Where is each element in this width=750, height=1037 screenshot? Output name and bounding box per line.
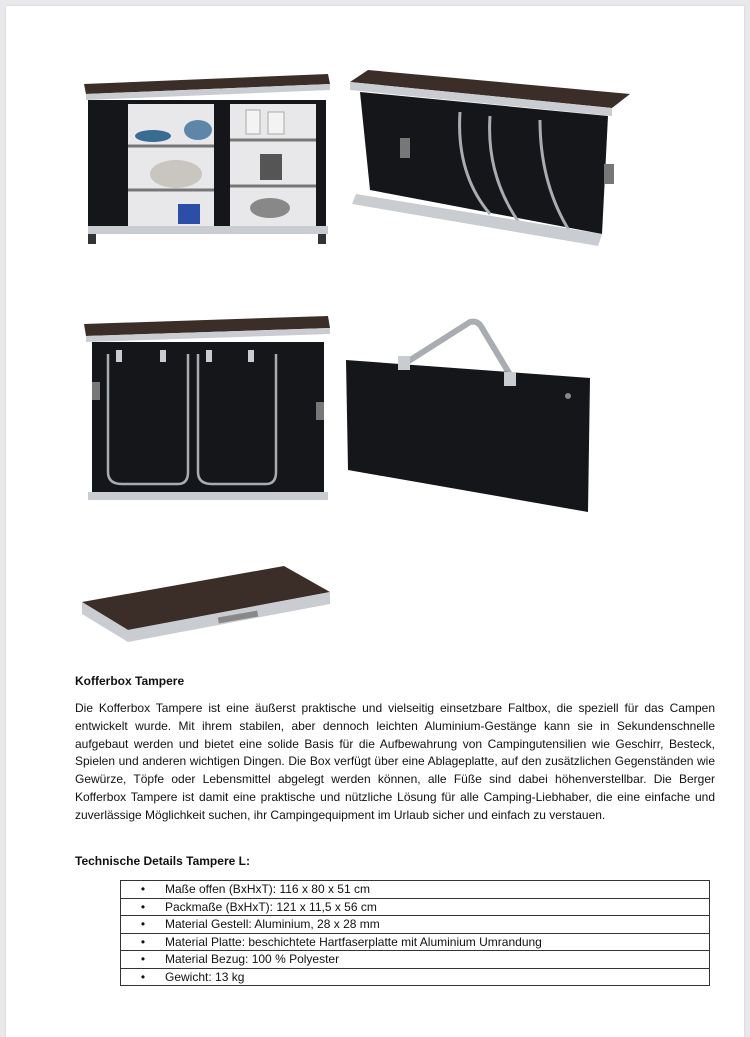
bullet: • bbox=[121, 898, 166, 916]
spec-text: Material Platte: beschichtete Hartfaserplatte mit Aluminium Umrandung bbox=[165, 933, 710, 951]
spec-text: Material Gestell: Aluminium, 28 x 28 mm bbox=[165, 916, 710, 934]
document-page bbox=[6, 6, 744, 1037]
spec-row bbox=[121, 916, 710, 934]
bullet: • bbox=[121, 933, 166, 951]
spec-row bbox=[121, 898, 710, 916]
spec-row bbox=[121, 951, 710, 969]
spec-text: Maße offen (BxHxT): 116 x 80 x 51 cm bbox=[165, 881, 710, 899]
spec-text: Material Bezug: 100 % Polyester bbox=[165, 951, 710, 969]
product-description: Die Kofferbox Tampere ist eine äußerst praktische und vielseitig einsetzbare Faltbox, die speziell für das Campen entwickelt wurde. Mit ihrem stabilen, aber dennoch leichten Aluminium-Gestänge kann sie in Sekundenschnelle aufgebaut werden und bietet eine solide Basis für die Aufbewahrung von Campingutensilien wie Geschirr, Besteck, Spielen und anderen wichtigen Dingen. Die Box verfügt über eine Ablageplatte, auf den zusätzlichen Gegenständen wie Gewürze, Töpfe oder Lebensmittel abgelegt werden können, alle Füße sind dabei höhenverstellbar. Die Berger Kofferbox Tampere ist damit eine praktische und nützliche Lösung für alle Camping-Liebhaber, die eine einfache und zuverlässige Möglichkeit suchen, ihr Campingequipment im Urlaub sicher und einfach zu verstauen. bbox=[75, 701, 715, 822]
specs-table bbox=[120, 880, 710, 986]
spec-row bbox=[121, 968, 710, 986]
spec-text: Packmaße (BxHxT): 121 x 11,5 x 56 cm bbox=[165, 898, 710, 916]
product-photo-carry-bag bbox=[342, 314, 598, 520]
product-photo-open-shelves bbox=[78, 70, 338, 250]
product-photo-folded bbox=[78, 564, 338, 658]
spec-text: Gewicht: 13 kg bbox=[165, 968, 710, 986]
specs-title: Technische Details Tampere L: bbox=[75, 854, 250, 868]
product-photo-closed bbox=[78, 312, 338, 518]
bullet: • bbox=[121, 881, 166, 899]
bullet: • bbox=[121, 951, 166, 969]
bullet: • bbox=[121, 968, 166, 986]
product-photo-unfolding bbox=[340, 64, 638, 276]
spec-row bbox=[121, 933, 710, 951]
product-title: Kofferbox Tampere bbox=[75, 674, 185, 688]
spec-row bbox=[121, 881, 710, 899]
bullet: • bbox=[121, 916, 166, 934]
